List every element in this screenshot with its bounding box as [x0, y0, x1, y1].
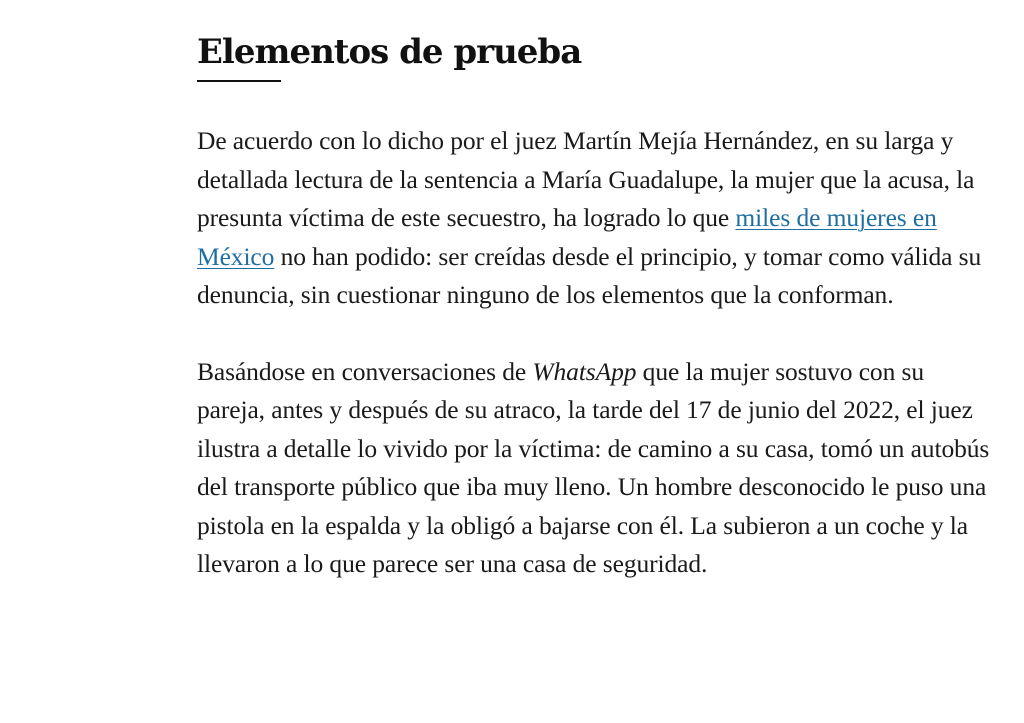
- link-miles-de-mujeres[interactable]: miles de mujeres en México: [197, 203, 937, 271]
- paragraph-1: [197, 122, 997, 315]
- paragraph-2-text-end: que la mujer sostuvo con su pareja, antes y después de su atraco, la tarde del 17 de junio del 2022, el juez ilustra a detalle lo vivido por la víctima: de camino a su casa, tomó un autobús del transporte público que iba muy lleno. Un hombre desconocido le puso una pistola en la espalda y la obligó a bajarse con él. La subieron a un coche y la llevaron a lo que parece ser una casa de seguridad.: [197, 356, 990, 578]
- section-heading: Elementos de prueba: [197, 32, 582, 72]
- heading-underline-rule: [197, 80, 281, 82]
- article-body: [197, 30, 997, 584]
- paragraph-2: [197, 353, 997, 584]
- paragraph-1-text-end: no han podido: ser creídas desde el principio, y tomar como válida su denuncia, sin cuestionar ninguno de los elementos que la conforman.: [197, 241, 982, 309]
- paragraph-1-text-start: De acuerdo con lo dicho por el juez Martín Mejía Hernández, en su larga y detallada lectura de la sentencia a María Guadalupe, la mujer que la acusa, la presunta víctima de este secuestro, ha logrado lo que: [197, 126, 975, 232]
- paragraph-2-text-start: Basándose en conversaciones de: [197, 356, 533, 386]
- whatsapp-emphasis: WhatsApp: [532, 356, 637, 386]
